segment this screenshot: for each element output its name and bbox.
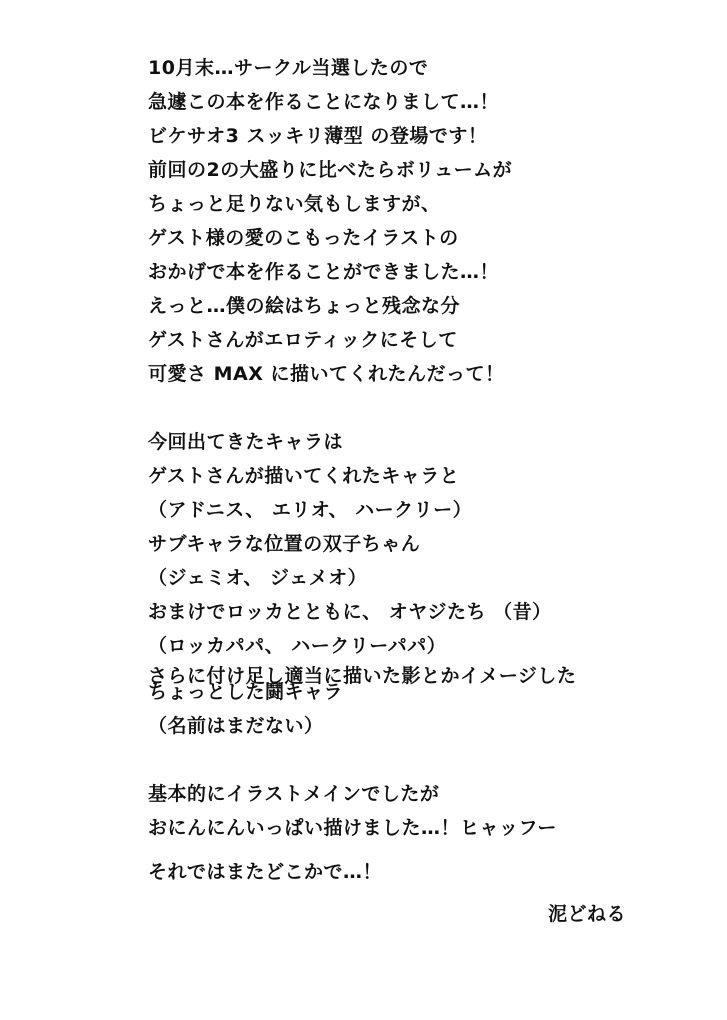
text-line: それではまたどこかで…！	[148, 861, 383, 883]
text-line: 前回の2の大盛りに比べたらボリュームが	[148, 159, 513, 181]
text-line: ゲストさんが描いてくれたキャラと	[148, 465, 460, 487]
text-line: 基本的にイラストメインでしたが	[148, 783, 440, 805]
text-line: ちょっとした鬪キャラ	[148, 681, 344, 703]
text-line: 急遽この本を作ることになりまして…！	[148, 91, 500, 113]
text-line: （ロッカパパ、 ハークリーパパ）	[148, 635, 447, 657]
text-line: ゲストさんがエロティックにそして	[148, 329, 458, 351]
text-line: ちょっと足りない気もしますが、	[148, 193, 441, 215]
text-line: （ジェミオ、 ジェメオ）	[148, 567, 368, 589]
text-line: （アドニス、 エリオ、 ハークリー）	[148, 499, 473, 521]
text-line: サブキャラな位置の双子ちゃん	[148, 533, 421, 555]
text-line: おかげで本を作ることができました…！	[148, 261, 500, 283]
text-line: さらに付け足し適当に描いた影とかイメージした	[148, 665, 577, 687]
text-line: 可愛さ MAX に描いてくれたんだって！	[148, 363, 505, 385]
text-line: 10月末…サークル当選したので	[148, 57, 429, 79]
text-line: （名前はまだない）	[148, 715, 324, 737]
text-line: 今回出てきたキャラは	[148, 431, 344, 453]
text-line: ビケサオ3 スッキリ薄型 の登場です！	[148, 125, 488, 147]
text-line: えっと…僕の絵はちょっと残念な分	[148, 295, 461, 317]
author-signature: 泥どねる	[548, 903, 627, 925]
text-line: ゲスト様の愛のこもったイラストの	[148, 227, 459, 249]
text-line: おにんにんいっぱい描けました…！ヒャッフー	[148, 817, 557, 839]
text-line: おまけでロッカとともに、 オヤジたち （昔）	[148, 601, 552, 623]
